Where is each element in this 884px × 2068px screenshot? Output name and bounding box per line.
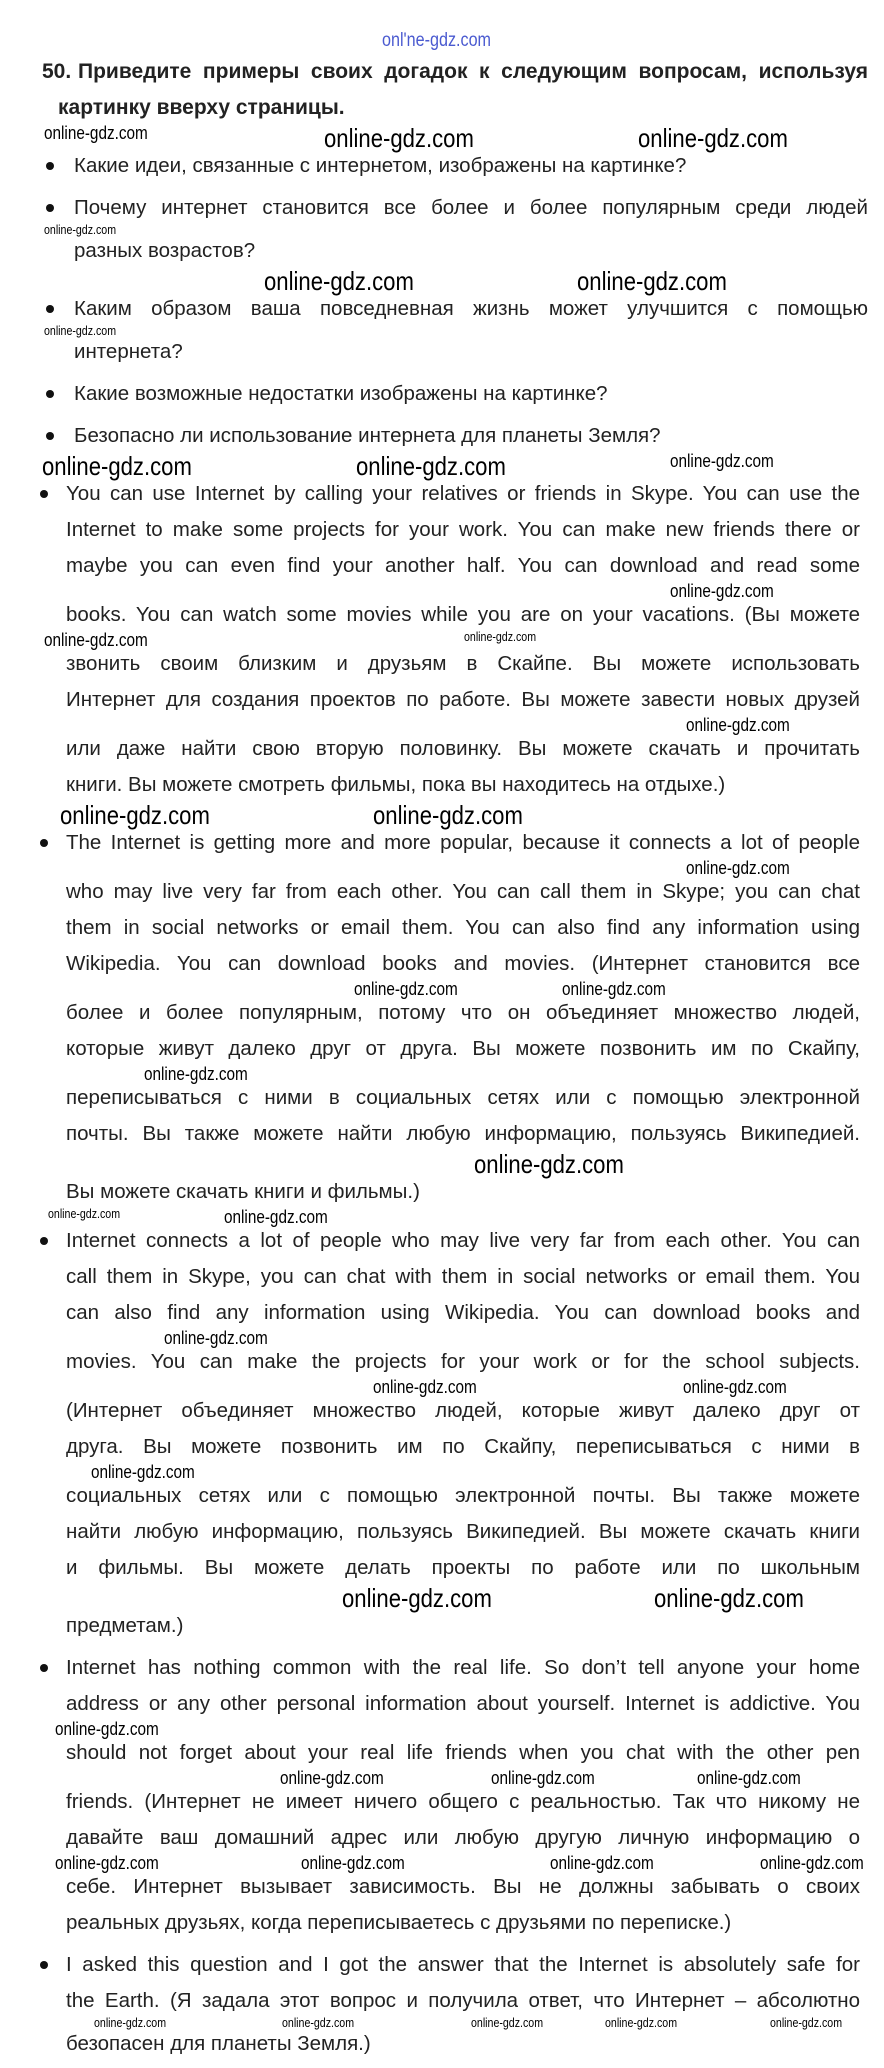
text-line-row [0, 1826, 884, 1852]
watermark: online-gdz.com [373, 800, 523, 830]
list-item [0, 1229, 884, 1640]
text-line: Какие идеи, связанные с интернетом, изображены на картинке? [74, 154, 687, 177]
watermark: online-gdz.com [42, 451, 192, 481]
watermark-row [0, 265, 884, 297]
text-line: friends. (Интернет не имеет ничего общего с реальностью. Так что никому не [66, 1790, 860, 1813]
watermark-row [0, 799, 884, 831]
text-line-row [0, 239, 884, 265]
watermark: online-gdz.com [44, 324, 117, 338]
watermark-top-row [0, 30, 884, 52]
text-line-row [0, 1086, 884, 1112]
text-line: друга. Вы можете позвонить им по Скайпу, переписываться с ними в [66, 1435, 860, 1458]
watermark: online-gdz.com [264, 266, 414, 296]
text-line: интернета? [74, 340, 183, 363]
watermark: online-gdz.com [760, 1853, 864, 1873]
watermark-row [0, 714, 884, 737]
text-line: переписываться с ними в социальных сетях или с помощью электронной [66, 1086, 860, 1109]
text-line: или даже найти свою вторую половинку. Вы можете скачать и прочитать [66, 737, 860, 760]
text-line-row [0, 1953, 884, 1979]
watermark: online-gdz.com [638, 123, 788, 153]
watermark: online-gdz.com [356, 451, 506, 481]
watermark: online-gdz.com [44, 123, 148, 143]
list-item [0, 196, 884, 297]
watermark: online-gdz.com [670, 451, 774, 471]
watermark: online-gdz.com [605, 2016, 678, 2030]
text-line-row [0, 482, 884, 508]
watermark-row [0, 1063, 884, 1086]
watermark: online-gdz.com [91, 1462, 195, 1482]
watermark-row [0, 857, 884, 880]
watermark: online-gdz.com [60, 800, 210, 830]
watermark: online-gdz.com [342, 1583, 492, 1613]
watermark: online-gdz.com [464, 630, 537, 644]
text-line-row [0, 1265, 884, 1291]
text-line: Каким образом ваша повседневная жизнь может улучшится с помощью [74, 297, 868, 320]
bullet-icon [46, 432, 54, 440]
text-line-row [0, 688, 884, 714]
text-line: Internet to make some projects for your work. You can make new friends there or [66, 518, 860, 541]
text-line-row [0, 773, 884, 799]
watermark: online-gdz.com [144, 1064, 248, 1084]
bullet-icon [40, 490, 48, 498]
text-line-row [0, 1399, 884, 1425]
watermark-row [0, 2015, 884, 2032]
text-line: более и более популярным, потому что он объединяет множество людей, [66, 1001, 860, 1024]
watermark: online-gdz.com [770, 2016, 843, 2030]
watermark: online-gdz.com [474, 1149, 624, 1179]
text-line-row [0, 1301, 884, 1327]
watermark-row [0, 1461, 884, 1484]
watermark: online-gdz.com [550, 1853, 654, 1873]
text-line: should not forget about your real life friends when you chat with the other pen [66, 1741, 860, 1764]
text-line-row [0, 340, 884, 366]
watermark: online-gdz.com [224, 1207, 328, 1227]
list-item [0, 297, 884, 366]
watermark: online-gdz.com [44, 630, 148, 650]
bullet-icon [40, 1961, 48, 1969]
text-line: call them in Skype, you can chat with them in social networks or email them. You [66, 1265, 860, 1288]
text-line-row [0, 1989, 884, 2015]
text-line: реальных друзьях, когда переписываетесь с друзьями по переписке.) [66, 1911, 732, 1934]
title-line: картинку вверху страницы. [58, 96, 345, 119]
exercise-title-cont [0, 96, 884, 122]
bullet-icon [46, 390, 54, 398]
text-line: maybe you can even find your another half. You can download and read some [66, 554, 860, 577]
text-line-row [0, 1911, 884, 1937]
text-line: You can use Internet by calling your relatives or friends in Skype. You can use the [66, 482, 860, 505]
text-line-row [0, 1229, 884, 1255]
watermark-row [0, 450, 884, 482]
watermark: online-gdz.com [686, 858, 790, 878]
watermark: online-gdz.com [654, 1583, 804, 1613]
text-line: who may live very far from each other. You can call them in Skype; you can chat [66, 880, 860, 903]
watermark: online-gdz.com [697, 1768, 801, 1788]
text-line-row [0, 737, 884, 763]
text-line-row [0, 1556, 884, 1582]
text-line-row [0, 1520, 884, 1546]
watermark: online-gdz.com [373, 1377, 477, 1397]
text-line-row [0, 1435, 884, 1461]
watermark-top: onl'ne-gdz.com [382, 30, 492, 51]
exercise-title [0, 60, 884, 86]
text-line: Wikipedia. You can download books and movies. (Интернет становится все [66, 952, 860, 975]
watermark: online-gdz.com [686, 715, 790, 735]
watermark-row [0, 1582, 884, 1614]
watermark: online-gdz.com [491, 1768, 595, 1788]
bullet-icon [40, 1237, 48, 1245]
text-line-row [0, 603, 884, 629]
watermark: online-gdz.com [471, 2016, 544, 2030]
text-line-row [0, 1001, 884, 1027]
text-line-row [0, 652, 884, 678]
watermark-row [0, 580, 884, 603]
list-item [0, 154, 884, 180]
text-line-row [0, 554, 884, 580]
watermark-row [0, 222, 884, 239]
watermark-row [0, 1148, 884, 1180]
watermark-row [0, 1852, 884, 1875]
text-line: безопасен для планеты Земля.) [66, 2032, 371, 2055]
watermark: online-gdz.com [577, 266, 727, 296]
list-item [0, 382, 884, 408]
text-line-row [0, 952, 884, 978]
text-line: (Интернет объединяет множество людей, которые живут далеко друг от [66, 1399, 860, 1422]
text-line: социальных сетях или с помощью электронной почты. Вы также можете [66, 1484, 860, 1507]
watermark: online-gdz.com [280, 1768, 384, 1788]
text-line: и фильмы. Вы можете делать проекты по работе или по школьным [66, 1556, 860, 1579]
text-line: Вы можете скачать книги и фильмы.) [66, 1180, 420, 1203]
text-line: почты. Вы также можете найти любую информацию, пользуясь Википедией. [66, 1122, 860, 1145]
watermark: online-gdz.com [670, 581, 774, 601]
text-line: которые живут далеко друг от друга. Вы можете позвонить им по Скайпу, [66, 1037, 860, 1060]
text-line-row [0, 1741, 884, 1767]
lists [0, 154, 884, 2058]
watermark-row [0, 629, 884, 652]
watermark-row [0, 122, 884, 154]
watermark-row [0, 1718, 884, 1741]
bullet-icon [40, 1664, 48, 1672]
text-line: Почему интернет становится все более и более популярным среди людей [74, 196, 868, 219]
exercise-number: 50. [42, 60, 72, 83]
list-item [0, 831, 884, 1229]
text-line-row [0, 1790, 884, 1816]
text-line-row [0, 424, 884, 450]
text-line-row [0, 1122, 884, 1148]
watermark: online-gdz.com [48, 1207, 121, 1221]
text-line-row [0, 1875, 884, 1901]
text-line-row [0, 382, 884, 408]
text-line: себе. Интернет вызывает зависимость. Вы не должны забывать о своих [66, 1875, 860, 1898]
text-line: звонить своим близким и друзьям в Скайпе. Вы можете использовать [66, 652, 860, 675]
watermark: online-gdz.com [164, 1328, 268, 1348]
text-line-row [0, 1350, 884, 1376]
watermark-row [0, 978, 884, 1001]
list-item [0, 424, 884, 482]
text-line-row [0, 1656, 884, 1682]
watermark: online-gdz.com [55, 1853, 159, 1873]
list-item [0, 482, 884, 831]
text-line: Internet has nothing common with the real life. So don’t tell anyone your home [66, 1656, 860, 1679]
text-line: them in social networks or email them. You can also find any information using [66, 916, 860, 939]
watermark-row [0, 1327, 884, 1350]
watermark-row [0, 1206, 884, 1229]
watermark-row [0, 1376, 884, 1399]
watermark: online-gdz.com [562, 979, 666, 999]
text-line-row [0, 916, 884, 942]
text-line: The Internet is getting more and more popular, because it connects a lot of people [66, 831, 860, 854]
watermark: online-gdz.com [324, 123, 474, 153]
bullet-icon [46, 204, 54, 212]
text-line: найти любую информацию, пользуясь Википедией. Вы можете скачать книги [66, 1520, 860, 1543]
text-line: can also find any information using Wikipedia. You can download books and [66, 1301, 860, 1324]
watermark: online-gdz.com [282, 2016, 355, 2030]
text-line: address or any other personal information about yourself. Internet is addictive. You [66, 1692, 860, 1715]
bullet-icon [40, 839, 48, 847]
watermark-row [0, 1767, 884, 1790]
text-line: movies. You can make the projects for your work or for the school subjects. [66, 1350, 860, 1373]
text-line-row [0, 518, 884, 544]
text-line-row [0, 2032, 884, 2058]
text-line: книги. Вы можете смотреть фильмы, пока вы находитесь на отдыхе.) [66, 773, 726, 796]
watermark: online-gdz.com [354, 979, 458, 999]
text-line-row [0, 1692, 884, 1718]
text-line-row [0, 880, 884, 906]
text-line: давайте ваш домашний адрес или любую другую личную информацию о [66, 1826, 860, 1849]
text-line-row [0, 831, 884, 857]
text-line-row [0, 1484, 884, 1510]
watermark: online-gdz.com [94, 2016, 167, 2030]
text-line-row [0, 297, 884, 323]
bullet-icon [46, 162, 54, 170]
watermark: online-gdz.com [301, 1853, 405, 1873]
text-line-row [0, 196, 884, 222]
title-line: Приведите примеры своих догадок к следующим вопросам, используя [78, 60, 868, 83]
bullet-icon [46, 305, 54, 313]
list-item [0, 1953, 884, 2058]
text-line-row [0, 1037, 884, 1063]
list-item [0, 1656, 884, 1937]
text-line: Какие возможные недостатки изображены на картинке? [74, 382, 608, 405]
text-line: предметам.) [66, 1614, 184, 1637]
text-line: Безопасно ли использование интернета для планеты Земля? [74, 424, 661, 447]
watermark: online-gdz.com [55, 1719, 159, 1739]
text-line: the Earth. (Я задала этот вопрос и получила ответ, что Интернет – абсолютно [66, 1989, 860, 2012]
text-line-row [0, 1180, 884, 1206]
text-line: I asked this question and I got the answer that the Internet is absolutely safe for [66, 1953, 860, 1976]
text-line: Интернет для создания проектов по работе. Вы можете завести новых друзей [66, 688, 860, 711]
text-line-row [0, 1614, 884, 1640]
watermark-row [0, 323, 884, 340]
watermark: online-gdz.com [683, 1377, 787, 1397]
text-line: разных возрастов? [74, 239, 256, 262]
text-line-row [0, 154, 884, 180]
text-line: books. You can watch some movies while you are on your vacations. (Вы можете [66, 603, 860, 626]
text-line: Internet connects a lot of people who may live very far from each other. You can [66, 1229, 860, 1252]
watermark: online-gdz.com [44, 223, 117, 237]
